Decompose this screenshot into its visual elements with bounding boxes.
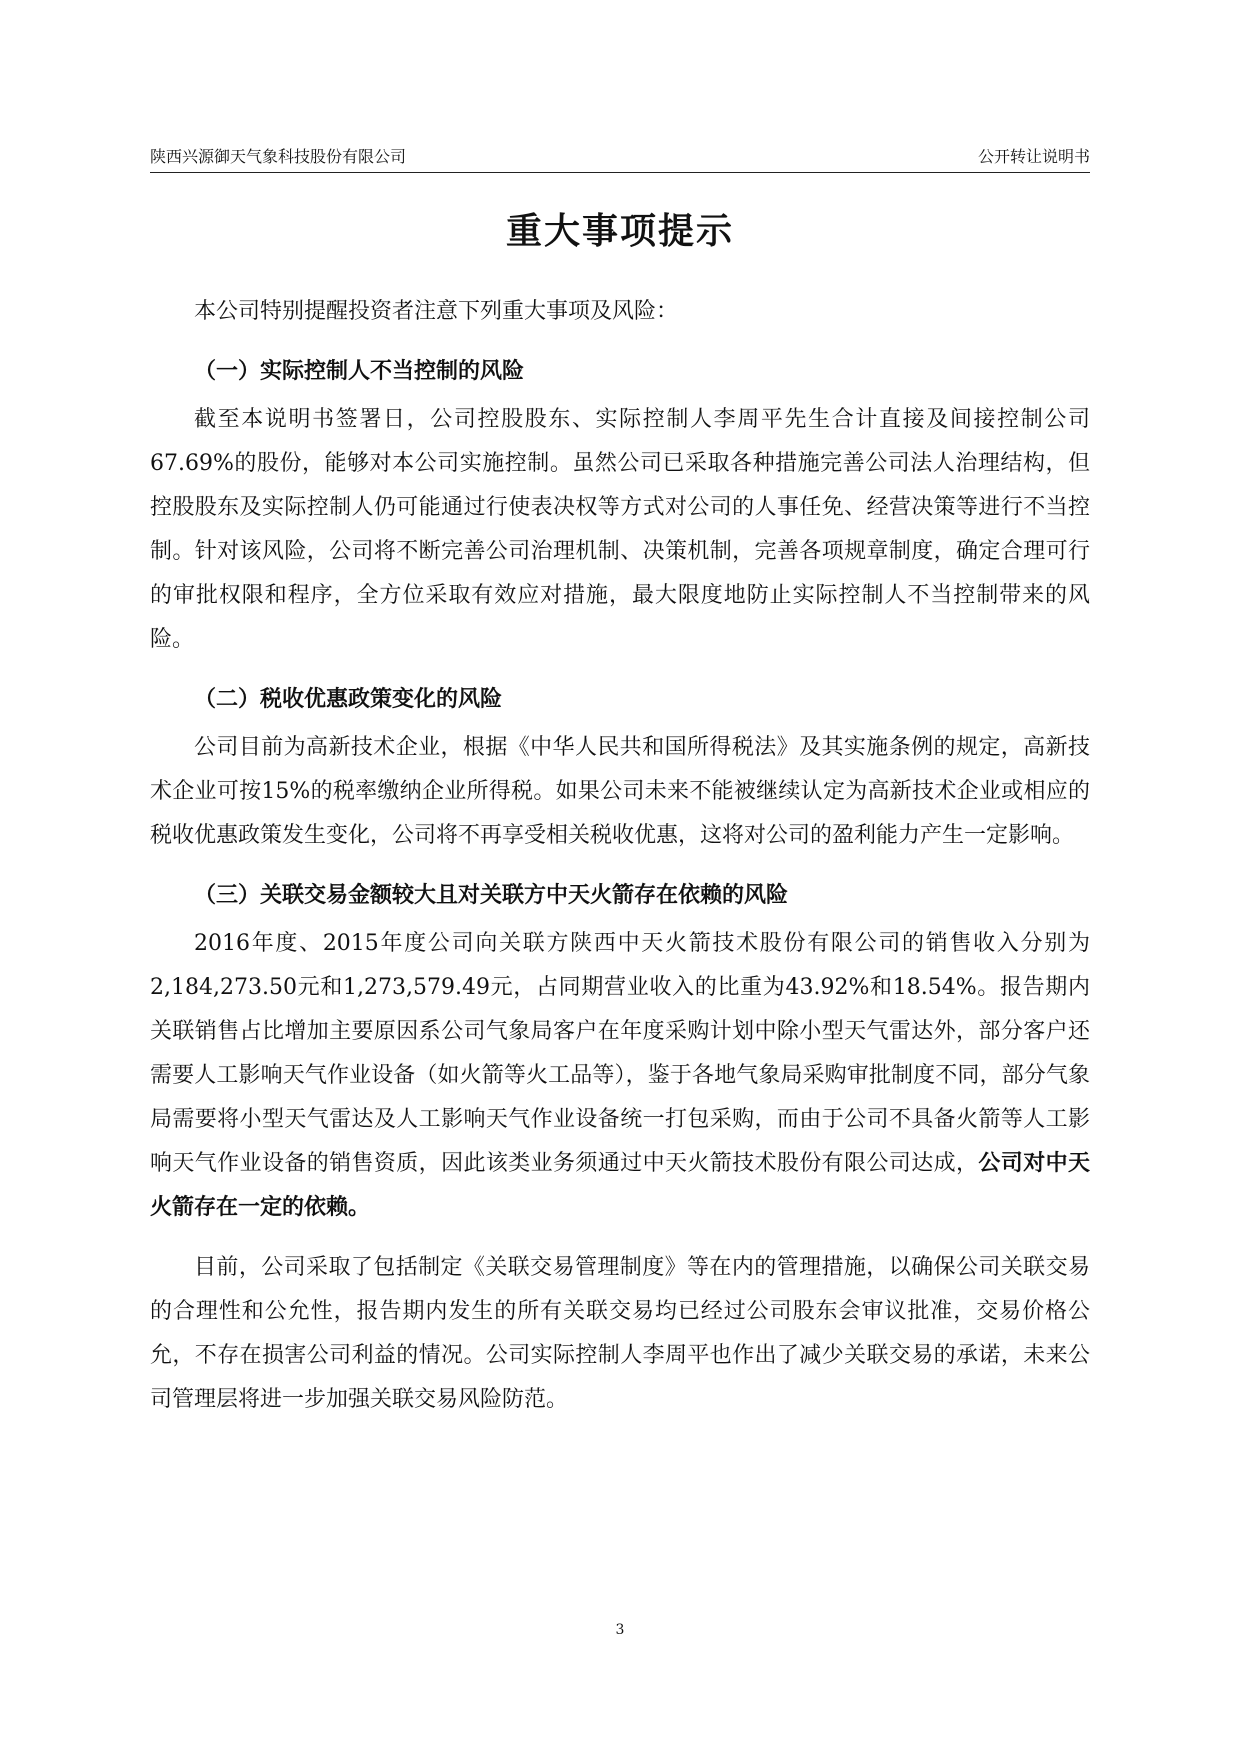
page-header	[150, 146, 1090, 173]
section-3-heading: （三）关联交易金额较大且对关联方中天火箭存在依赖的风险	[194, 883, 789, 908]
header-company-name: 陕西兴源御天气象科技股份有限公司	[150, 147, 407, 166]
section-1-paragraph: 截至本说明书签署日，公司控股股东、实际控制人李周平先生合计直接及间接控制公司67.69%的股份，能够对本公司实施控制。虽然公司已采取各种措施完善公司法人治理结构，但控股股东及实际控制人仍可能通过行使表决权等方式对公司的人事任免、经营决策等进行不当控制。针对该风险，公司将不断完善公司治理机制、决策机制，完善各项规章制度，确定合理可行的审批权限和程序，全方位采取有效应对措施，最大限度地防止实际控制人不当控制带来的风险。	[150, 407, 1090, 652]
section-1-heading: （一）实际控制人不当控制的风险	[194, 359, 525, 384]
page-number: 3	[615, 1622, 625, 1638]
header-document-type: 公开转让说明书	[977, 147, 1090, 166]
section-3-paragraph	[150, 922, 1090, 1230]
document-body	[150, 290, 1090, 1422]
section-2-paragraph: 公司目前为高新技术企业，根据《中华人民共和国所得税法》及其实施条例的规定，高新技术企业可按15%的税率缴纳企业所得税。如果公司未来不能被继续认定为高新技术企业或相应的税收优惠政策发生变化，公司将不再享受相关税收优惠，这将对公司的盈利能力产生一定影响。	[150, 735, 1090, 848]
section-3-bold-statement: 公司对中天火箭存在一定的依赖。	[150, 1151, 1090, 1220]
page-title: 重大事项提示	[505, 211, 734, 252]
intro-paragraph: 本公司特别提醒投资者注意下列重大事项及风险：	[194, 299, 679, 324]
section-3-paragraph-text: 2016年度、2015年度公司向关联方陕西中天火箭技术股份有限公司的销售收入分别为2,184,273.50元和1,273,579.49元，占同期营业收入的比重为43.92%和18.54%。报告期内关联销售占比增加主要原因系公司气象局客户在年度采购计划中除小型天气雷达外，部分客户还需要人工影响天气作业设备（如火箭等火工品等），鉴于各地气象局采购审批制度不同，部分气象局需要将小型天气雷达及人工影响天气作业设备统一打包采购，而由于公司不具备火箭等人工影响天气作业设备的销售资质，因此该类业务须通过中天火箭技术股份有限公司达成，	[150, 931, 1090, 1176]
section-2-heading: （二）税收优惠政策变化的风险	[194, 687, 503, 712]
section-3-paragraph-2: 目前，公司采取了包括制定《关联交易管理制度》等在内的管理措施，以确保公司关联交易的合理性和公允性，报告期内发生的所有关联交易均已经过公司股东会审议批准，交易价格公允，不存在损害公司利益的情况。公司实际控制人李周平也作出了减少关联交易的承诺，未来公司管理层将进一步加强关联交易风险防范。	[150, 1255, 1090, 1412]
